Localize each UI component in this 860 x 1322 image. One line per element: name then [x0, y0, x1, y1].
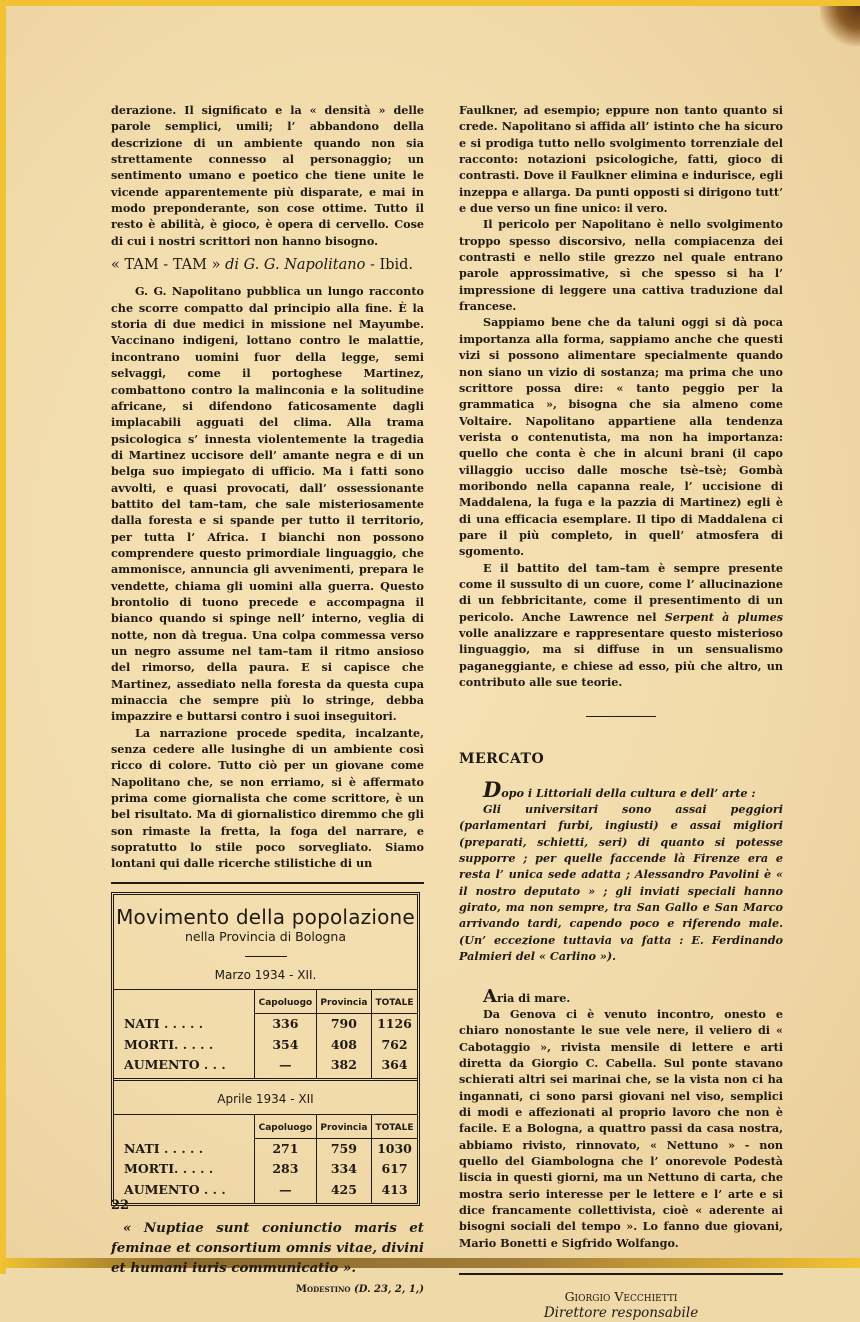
- table-title: Movimento della popolazione: [116, 904, 415, 929]
- right-column: [459, 102, 783, 1322]
- period-label: Aprile 1934 - XII: [217, 1092, 314, 1107]
- table-title-rule: [245, 956, 287, 957]
- intro-paragraph: derazione. Il significato e la « densità » delle parole semplici, umili; l’ abbandono della descrizione di un ambiente quando non sia strettamente connesso al personaggio; un sentimento umano e poetico che tiene unite le vicende apparentemente più disparate, e mai in modo preponderante, son cose ottime. Tutto il resto è abilità, è gioco, è opera di cervello. Cose di cui i nostri scrittori non hanno bisogno.: [111, 103, 424, 248]
- row-label: NATI . . . . .: [124, 1140, 204, 1156]
- page-edge: [0, 6, 6, 1274]
- review-paragraph: Il pericolo per Napolitano è nello svolgimento troppo spesso discorsivo, nella compiacenza dei contrasti e nello stile grezzo nel quale entrano parole approssimative, sì che spesso si ha l’ impressione di leggere una cattiva traduzione dal francese.: [459, 217, 783, 314]
- table-row: [114, 1159, 417, 1179]
- divider: [111, 882, 424, 884]
- header-provincia: Provincia: [316, 1114, 371, 1138]
- header-blank: [114, 1114, 255, 1138]
- review-title-work: « TAM - TAM »: [111, 257, 221, 274]
- quote-citation: [111, 1282, 424, 1298]
- review-paragraph: La narrazione procede spedita, incalzante, senza cedere alle lusinghe di un ambiente così ricco di colore. Tutto ciò per un giovane come Napolitano che, se non erriamo, si è affermato prima come giornalista che come scrittore, è un bel risultato. Ma di giornalistico diremmo che gli son rimaste la fretta, la foga del narrare, e sopratutto lo stile poco sorvegliato. Siamo lontani qui dalle ricerche stilistiche di un: [111, 725, 424, 871]
- latin-quote: « Nuptiae sunt coniunctio maris et feminae et consortium omnis vitae, divini et humani iuris communicatio ».: [111, 1219, 424, 1276]
- table-row: [114, 1014, 417, 1035]
- review-paragraph: Faulkner, ad esempio; eppure non tanto quanto si crede. Napolitano si affida all’ istinto che ha sicuro e si prodiga tutto nello svolgimento torrenziale del racconto: notazioni psicologiche, fatti, gioco di contrasti. Dove il Faulkner elimina e indurisce, egli inzeppa e allarga. Da punti opposti si dirigono tutt’ e due verso un fine unico: il vero.: [459, 103, 783, 216]
- mercato-item-2: [459, 985, 783, 1252]
- section-divider: [586, 716, 656, 717]
- row-label: AUMENTO . . .: [124, 1056, 226, 1072]
- row-label: MORTI. . . . .: [124, 1161, 214, 1177]
- cell-provincia: 759: [316, 1138, 371, 1159]
- table-row: [114, 1035, 417, 1055]
- review-title-source: - Ibid.: [365, 257, 414, 274]
- table-row: [114, 1180, 417, 1203]
- cell-totale: 762: [371, 1035, 417, 1055]
- cell-totale: 364: [371, 1055, 417, 1078]
- table-row: [114, 1138, 417, 1159]
- review-title-author: di G. G. Napolitano: [220, 257, 366, 274]
- header-capoluogo: Capoluogo: [255, 989, 317, 1013]
- period-separator: [114, 1078, 417, 1081]
- review-paragraph: Sappiamo bene che da taluni oggi si dà poca importanza alla forma, sappiamo anche che questi vizi si possono alimentare specialmente quando non siano un vizio di sostanza; ma prima che uno scrittore possa dire: « tanto peggio per la grammatica », bisogna che sia almeno come Voltaire. Napolitano appartiene alla tendenza verista o contenutista, ma non ha importanza: quello che conta è che in alcuni brani (il capo villaggio ucciso dalle mosche tsè–tsè; Gombà moribondo nella capanna reale, l’ uccisione di Maddalena, la fuga e la pazzia di Martinez) egli è di una efficacia esemplare. Il tipo di Maddalena ci pare il più completo, in quell’ atmosfera di sgomento.: [459, 315, 783, 559]
- table-header-row: [114, 989, 417, 1013]
- dropcap: D: [483, 776, 502, 802]
- population-table-box: [111, 892, 420, 1206]
- signature-divider: [459, 1273, 783, 1275]
- cell-capoluogo: 283: [255, 1159, 317, 1179]
- quote-author: Modestino: [295, 1283, 351, 1295]
- cell-provincia: 425: [316, 1180, 371, 1203]
- table-header-row: [114, 1114, 417, 1138]
- book-title: Serpent à plumes: [664, 609, 783, 624]
- cell-totale: 617: [371, 1159, 417, 1179]
- period-label: Marzo 1934 - XII.: [214, 967, 317, 982]
- dropcap: A: [483, 985, 497, 1007]
- row-label: MORTI. . . . .: [124, 1036, 214, 1052]
- cell-totale: 1126: [371, 1014, 417, 1035]
- page-number: 22: [111, 1198, 130, 1213]
- header-totale: TOTALE: [371, 1114, 417, 1138]
- cell-capoluogo: —: [255, 1055, 317, 1078]
- row-label: NATI . . . . .: [124, 1015, 204, 1031]
- lead-text: ria di mare.: [496, 990, 571, 1005]
- text-run: volle analizzare e rappresentare questo misterioso linguaggio, ma si diffuse in un sensualismo paganeggiante, e chiese ad esso, più che altro, un contributo alle sue teorie.: [459, 626, 783, 690]
- row-label: AUMENTO . . .: [124, 1181, 226, 1197]
- cell-provincia: 790: [316, 1014, 371, 1035]
- population-table-march: [114, 989, 417, 1078]
- cell-capoluogo: 271: [255, 1138, 317, 1159]
- header-blank: [114, 989, 255, 1013]
- corner-stain: [820, 6, 860, 46]
- cell-provincia: 334: [316, 1159, 371, 1179]
- cell-provincia: 382: [316, 1055, 371, 1078]
- mercato-item-lead: [459, 985, 783, 1007]
- text-run: E il battito del tam–tam è sempre presente come il sussulto di un cuore, come l’ allucinazione di un febbricitante, come il presentimento di un pericolo. Anche Lawrence nel: [459, 560, 783, 624]
- signature-role: Direttore responsabile: [543, 1305, 699, 1322]
- table-subtitle: nella Provincia di Bologna: [184, 929, 347, 945]
- cell-capoluogo: —: [255, 1180, 317, 1203]
- review-title: [111, 257, 424, 273]
- cell-totale: 1030: [371, 1138, 417, 1159]
- signature-name: Giorgio Vecchietti: [564, 1289, 678, 1304]
- mercato-item-body: Da Genova ci è venuto incontro, onesto e chiaro nonostante le sue vele nere, il veliero di « Cabotaggio », rivista mensile di lettere e arti diretta da Giorgio C. Cabella. Sul ponte stavano schierati altri sei marinai che, se la vista non ci ha ingannati, ci sono parsi giovani nel viso, semplici di modi e affezionati al proprio lavoro che non è facile. E a Bologna, a quattro passi da casa nostra, abbiamo rivisto, rinnovato, « Nettuno » - non quello del Giambologna che l’ onorevole Podestà liscia in questi giorni, ma un Nettuno di carta, che mostra serio interesse per le lettere e l’ arte e si dice francamente collettivista, cioè « aderente ai bisogni sociali del tempo ». Lo fanno due giovani, Mario Bonetti e Sigfrido Wolfango.: [459, 1006, 783, 1250]
- quote-source: (D. 23, 2, 1,): [354, 1283, 424, 1295]
- header-totale: TOTALE: [371, 989, 417, 1013]
- header-provincia: Provincia: [316, 989, 371, 1013]
- lead-text: opo i Littoriali della cultura e dell’ arte :: [501, 785, 756, 800]
- table-row: [114, 1055, 417, 1078]
- cell-totale: 413: [371, 1180, 417, 1203]
- mercato-heading: MERCATO: [459, 751, 545, 768]
- cell-capoluogo: 336: [255, 1014, 317, 1035]
- cell-provincia: 408: [316, 1035, 371, 1055]
- review-paragraph: [459, 560, 783, 691]
- left-column: [111, 102, 424, 1298]
- cell-capoluogo: 354: [255, 1035, 317, 1055]
- population-table-april: [114, 1114, 417, 1203]
- mercato-item-lead: [459, 776, 783, 802]
- header-capoluogo: Capoluogo: [255, 1114, 317, 1138]
- mercato-item-body: Gli universitari sono assai peggiori (parlamentari furbi, ingiusti) e assai migliori (preparati, schietti, seri) di quanto si potesse supporre ; per quelle faccende là Firenze era e resta l’ unica sede adatta ; Alessandro Pavolini è « il nostro deputato » ; gli inviati speciali hanno girato, ma non sempre, tra San Gallo e San Marco arrivando tardi, capendo poco e riferendo male. (Un’ eccezione tuttavia va fatta : E. Ferdinando Palmieri del « Carlino »).: [459, 802, 783, 964]
- review-paragraph: G. G. Napolitano pubblica un lungo racconto che scorre compatto dal principio alla fine. È la storia di due medici in missione nel Mayumbe. Vaccinano indigeni, lottano contro le malattie, incontrano uomini fuor della legge, semi selvaggi, come il portoghese Martinez, combattono contro la malinconia e la solitudine africane, si difendono faticosamente dagli implacabili agguati del clima. Alla trama psicologica s’ innesta violentemente la tragedia di Martinez uccisore dell’ amante negra e di un belga suo impiegato di ufficio. Ma i fatti sono avvolti, e quasi provocati, dall’ ossessionante battito del tam–tam, che sale misteriosamente dalla foresta e si spande per tutto il territorio, per tutta l’ Africa. I bianchi non possono comprendere questo primordiale linguaggio, che ammonisce, annuncia gli avvenimenti, prepara le vendette, chiama gli uomini alla guerra. Questo brontolio di tuono precede e accompagna il bianco quando si spinge nell’ interno, veglia di notte, non dà tregua. Una colpa commessa verso un negro assume nel tam–tam il ritmo ansioso del rimorso, della paura. E si capisce che Martinez, assediato nella foresta da questa cupa minaccia che sempre più lo stringe, debba impazzire e buttarsi contro i suoi inseguitori.: [111, 284, 424, 724]
